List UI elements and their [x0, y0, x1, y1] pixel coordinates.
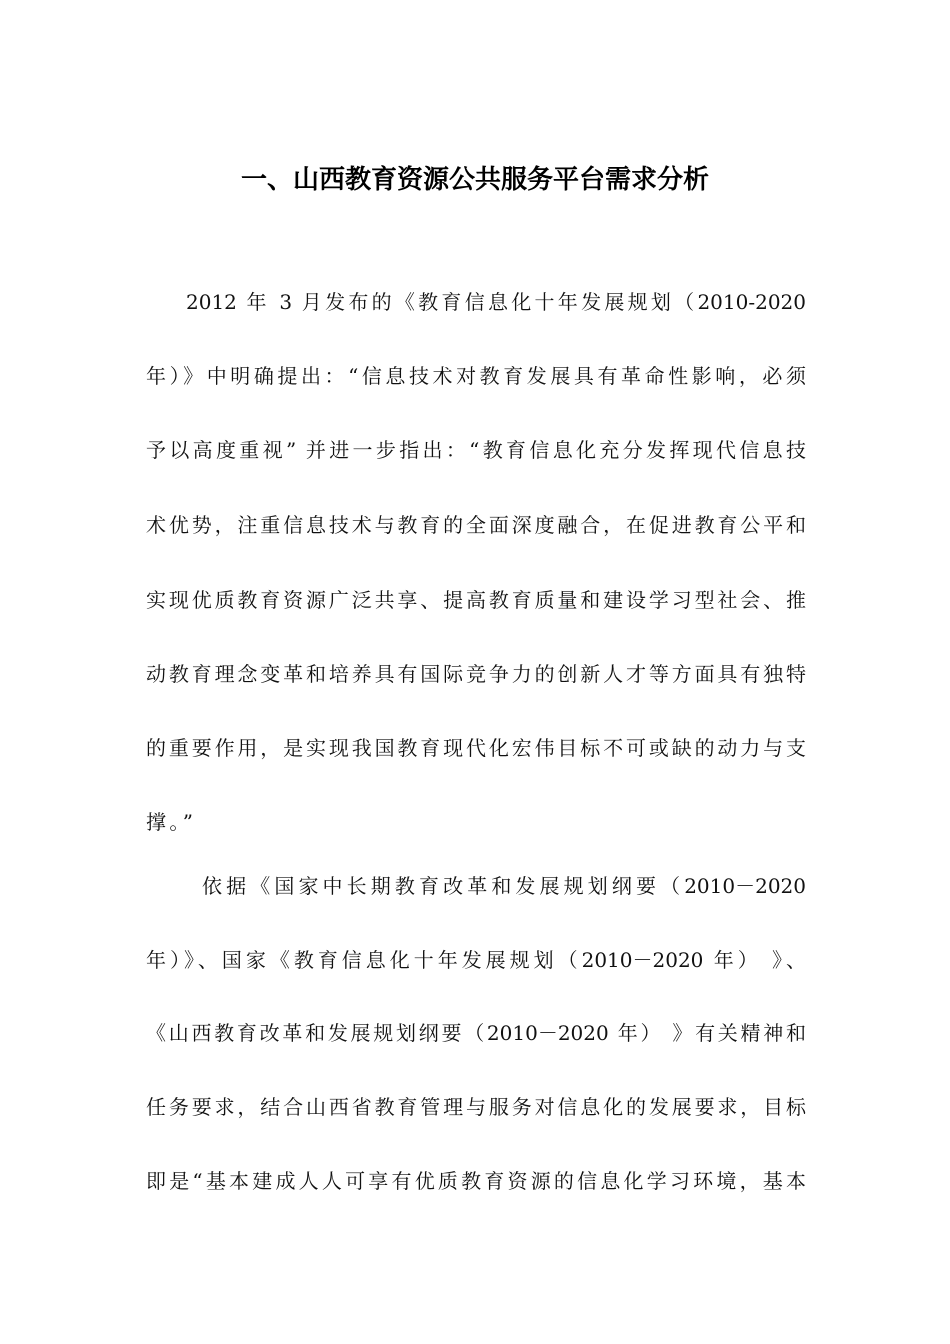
paragraph-2-line-2: 年）》、国家《教育信息化十年发展规划（2010－2020 年） 》、: [146, 948, 806, 972]
paragraph-2-line-3: 《山西教育改革和发展规划纲要（2010－2020 年） 》有关精神和: [146, 1021, 806, 1045]
paragraph-1-line-4: 术优势，注重信息技术与教育的全面深度融合，在促进教育公平和: [146, 513, 806, 537]
paragraph-1-line-2: 年）》中明确提出：“信息技术对教育发展具有革命性影响，必须: [146, 364, 806, 388]
paragraph-1-line-5: 实现优质教育资源广泛共享、提高教育质量和建设学习型社会、推: [146, 588, 806, 612]
paragraph-1-line-7: 的重要作用，是实现我国教育现代化宏伟目标不可或缺的动力与支: [146, 736, 806, 760]
paragraph-2-line-1: 依据《国家中长期教育改革和发展规划纲要（2010－2020: [202, 874, 806, 898]
paragraph-1-line-6: 动教育理念变革和培养具有国际竞争力的创新人才等方面具有独特: [146, 662, 806, 686]
section-heading: 一、山西教育资源公共服务平台需求分析: [240, 165, 709, 195]
paragraph-2-line-4: 任务要求，结合山西省教育管理与服务对信息化的发展要求，目标: [146, 1095, 806, 1119]
paragraph-2-line-5: 即是“基本建成人人可享有优质教育资源的信息化学习环境，基本: [146, 1169, 806, 1193]
paragraph-1-line-3: 予以高度重视” 并进一步指出：“教育信息化充分发挥现代信息技: [146, 438, 806, 462]
paragraph-1-line-1: 2012 年 3 月发布的《教育信息化十年发展规划（2010-2020: [186, 290, 806, 314]
paragraph-1-line-8: 撑。”: [146, 810, 197, 834]
